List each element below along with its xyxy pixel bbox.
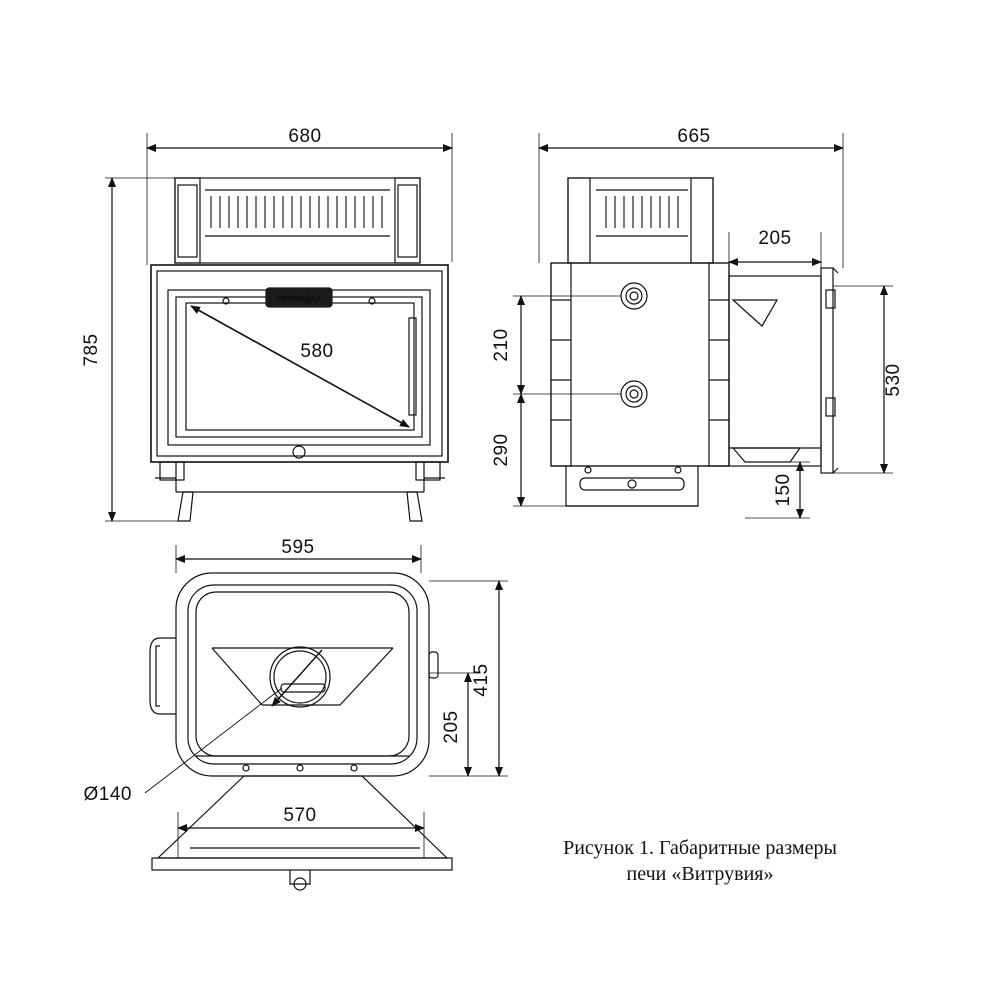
label-foot-height: 150	[773, 473, 794, 507]
dim-lower-offset	[513, 394, 566, 506]
brand-logo	[266, 288, 332, 307]
dim-front-width	[147, 133, 452, 265]
label-side-length: 665	[677, 126, 711, 147]
label-upper-offset: 210	[491, 328, 512, 362]
label-inner-depth: 205	[441, 710, 462, 744]
label-front-height: 785	[81, 333, 102, 367]
label-top-width: 595	[281, 537, 315, 558]
svg-text:ТЕПЛОДАР: ТЕПЛОДАР	[276, 296, 322, 303]
label-front-width: 680	[288, 126, 322, 147]
valve-lower	[621, 381, 647, 407]
label-lower-offset: 290	[491, 433, 512, 467]
dim-upper-offset	[513, 296, 621, 394]
figure-caption-line2: печи «Витрувия»	[626, 863, 774, 885]
figure-caption-line1: Рисунок 1. Габаритные размеры	[563, 837, 837, 859]
label-glass-diagonal: 580	[300, 341, 334, 362]
side-view	[551, 178, 838, 506]
label-chimney-diameter: Ø140	[83, 784, 132, 805]
label-tunnel-length: 205	[758, 228, 792, 249]
valve-upper	[621, 283, 647, 309]
label-top-depth: 415	[471, 663, 492, 697]
label-right-height: 530	[883, 363, 904, 397]
label-base-width: 570	[283, 805, 317, 826]
glass-diagonal-arrow	[191, 306, 409, 427]
top-view	[145, 573, 452, 890]
dim-front-height	[105, 178, 178, 521]
